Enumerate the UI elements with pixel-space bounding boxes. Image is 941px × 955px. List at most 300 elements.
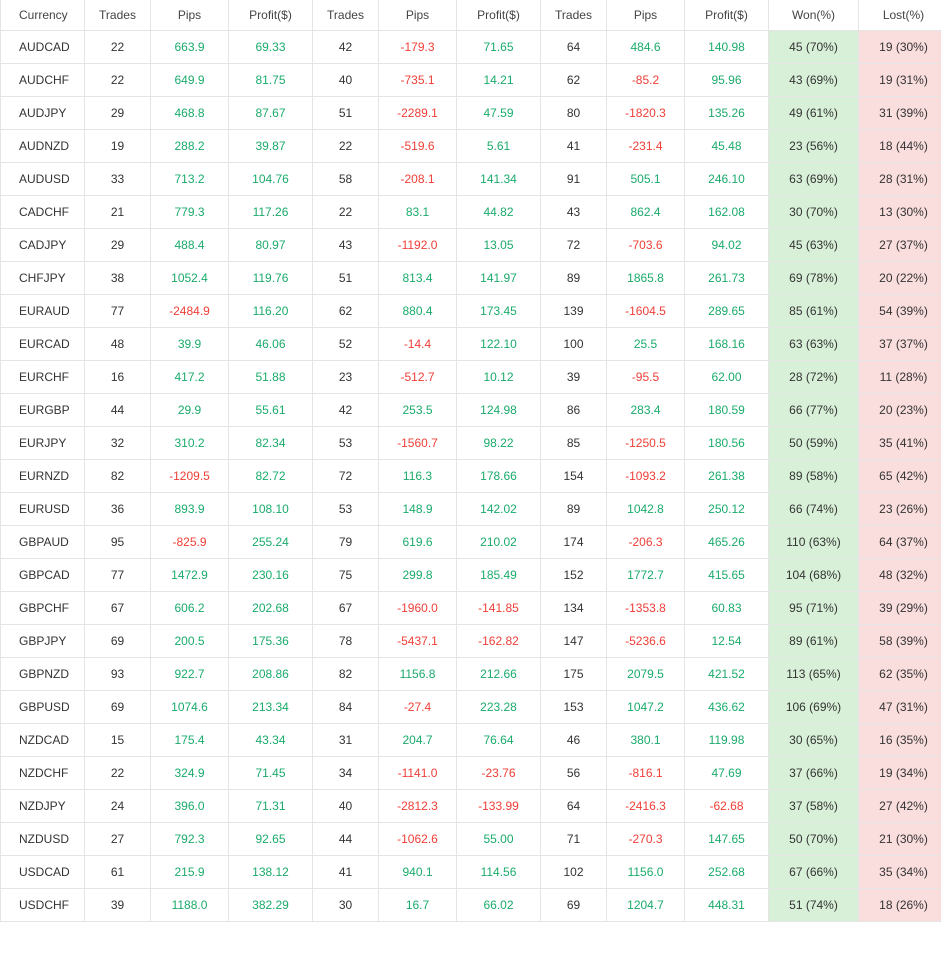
cell-currency: GBPUSD (1, 691, 85, 724)
cell-won: 95 (71%) (769, 592, 859, 625)
cell-pips-buy: 792.3 (151, 823, 229, 856)
table-row (1, 328, 941, 361)
cell-currency: CADCHF (1, 196, 85, 229)
cell-lost: 20 (23%) (859, 394, 941, 427)
cell-lost: 20 (22%) (859, 262, 941, 295)
cell-currency: GBPJPY (1, 625, 85, 658)
cell-lost: 23 (26%) (859, 493, 941, 526)
cell-profit-buy: 80.97 (229, 229, 313, 262)
cell-profit-sell: 173.45 (457, 295, 541, 328)
table-row (1, 163, 941, 196)
cell-profit-sell: 66.02 (457, 889, 541, 922)
cell-pips-total: -5236.6 (607, 625, 685, 658)
cell-trades-total: 41 (541, 130, 607, 163)
cell-pips-buy: 488.4 (151, 229, 229, 262)
cell-currency: USDCAD (1, 856, 85, 889)
cell-profit-total: 252.68 (685, 856, 769, 889)
table-row (1, 97, 941, 130)
cell-won: 69 (78%) (769, 262, 859, 295)
cell-currency: EURGBP (1, 394, 85, 427)
cell-trades-sell: 23 (313, 361, 379, 394)
cell-lost: 27 (42%) (859, 790, 941, 823)
cell-trades-total: 46 (541, 724, 607, 757)
cell-profit-total: 415.65 (685, 559, 769, 592)
cell-profit-total: 60.83 (685, 592, 769, 625)
table-row (1, 361, 941, 394)
cell-trades-total: 174 (541, 526, 607, 559)
cell-pips-buy: 288.2 (151, 130, 229, 163)
cell-profit-total: 140.98 (685, 31, 769, 64)
cell-pips-buy: 468.8 (151, 97, 229, 130)
cell-profit-total: 289.65 (685, 295, 769, 328)
cell-profit-buy: 43.34 (229, 724, 313, 757)
table-row (1, 229, 941, 262)
cell-trades-sell: 51 (313, 262, 379, 295)
column-header-currency[interactable]: Currency (1, 0, 85, 31)
cell-currency: EURCAD (1, 328, 85, 361)
cell-trades-total: 72 (541, 229, 607, 262)
cell-currency: EURNZD (1, 460, 85, 493)
cell-won: 49 (61%) (769, 97, 859, 130)
cell-profit-total: 147.65 (685, 823, 769, 856)
cell-trades-total: 69 (541, 889, 607, 922)
cell-trades-sell: 75 (313, 559, 379, 592)
cell-pips-buy: 324.9 (151, 757, 229, 790)
cell-profit-sell: 212.66 (457, 658, 541, 691)
cell-won: 106 (69%) (769, 691, 859, 724)
cell-profit-sell: 185.49 (457, 559, 541, 592)
cell-profit-buy: 119.76 (229, 262, 313, 295)
cell-won: 50 (70%) (769, 823, 859, 856)
cell-profit-sell: 142.02 (457, 493, 541, 526)
cell-won: 63 (63%) (769, 328, 859, 361)
cell-pips-buy: 893.9 (151, 493, 229, 526)
cell-lost: 64 (37%) (859, 526, 941, 559)
cell-currency: NZDUSD (1, 823, 85, 856)
cell-trades-total: 89 (541, 262, 607, 295)
cell-won: 113 (65%) (769, 658, 859, 691)
cell-currency: EURUSD (1, 493, 85, 526)
cell-lost: 62 (35%) (859, 658, 941, 691)
cell-profit-sell: 124.98 (457, 394, 541, 427)
cell-lost: 58 (39%) (859, 625, 941, 658)
cell-lost: 65 (42%) (859, 460, 941, 493)
cell-won: 23 (56%) (769, 130, 859, 163)
cell-pips-buy: 922.7 (151, 658, 229, 691)
table-row (1, 493, 941, 526)
cell-pips-sell: 619.6 (379, 526, 457, 559)
cell-pips-buy: 1472.9 (151, 559, 229, 592)
cell-trades-total: 85 (541, 427, 607, 460)
cell-trades-total: 64 (541, 31, 607, 64)
cell-currency: AUDUSD (1, 163, 85, 196)
cell-trades-sell: 42 (313, 31, 379, 64)
cell-pips-total: -231.4 (607, 130, 685, 163)
cell-profit-total: 135.26 (685, 97, 769, 130)
cell-pips-sell: 299.8 (379, 559, 457, 592)
cell-pips-total: 25.5 (607, 328, 685, 361)
cell-profit-buy: 82.72 (229, 460, 313, 493)
table-row (1, 658, 941, 691)
cell-pips-sell: -5437.1 (379, 625, 457, 658)
cell-profit-sell: 141.34 (457, 163, 541, 196)
cell-trades-buy: 82 (85, 460, 151, 493)
cell-won: 51 (74%) (769, 889, 859, 922)
cell-lost: 11 (28%) (859, 361, 941, 394)
cell-pips-buy: 396.0 (151, 790, 229, 823)
cell-trades-total: 56 (541, 757, 607, 790)
table-row (1, 856, 941, 889)
cell-lost: 28 (31%) (859, 163, 941, 196)
cell-trades-sell: 51 (313, 97, 379, 130)
cell-trades-sell: 52 (313, 328, 379, 361)
column-header-profit-total[interactable]: Profit($) (685, 0, 769, 31)
column-header-lost[interactable]: Lost(%) (859, 0, 941, 31)
cell-profit-sell: 76.64 (457, 724, 541, 757)
cell-pips-total: 2079.5 (607, 658, 685, 691)
cell-lost: 19 (30%) (859, 31, 941, 64)
cell-won: 37 (66%) (769, 757, 859, 790)
cell-profit-total: 180.56 (685, 427, 769, 460)
cell-trades-total: 175 (541, 658, 607, 691)
cell-pips-total: -85.2 (607, 64, 685, 97)
cell-pips-buy: 1052.4 (151, 262, 229, 295)
cell-pips-total: 1156.0 (607, 856, 685, 889)
cell-trades-total: 62 (541, 64, 607, 97)
cell-pips-total: -816.1 (607, 757, 685, 790)
cell-pips-buy: 713.2 (151, 163, 229, 196)
cell-pips-buy: 663.9 (151, 31, 229, 64)
cell-trades-buy: 16 (85, 361, 151, 394)
cell-profit-total: 162.08 (685, 196, 769, 229)
cell-trades-sell: 44 (313, 823, 379, 856)
cell-lost: 48 (32%) (859, 559, 941, 592)
cell-pips-buy: 39.9 (151, 328, 229, 361)
cell-pips-sell: -208.1 (379, 163, 457, 196)
column-header-trades-sell[interactable]: Trades (313, 0, 379, 31)
cell-trades-sell: 82 (313, 658, 379, 691)
cell-profit-buy: 51.88 (229, 361, 313, 394)
cell-lost: 47 (31%) (859, 691, 941, 724)
cell-currency: AUDNZD (1, 130, 85, 163)
table-row (1, 130, 941, 163)
cell-profit-buy: 175.36 (229, 625, 313, 658)
cell-trades-sell: 58 (313, 163, 379, 196)
cell-pips-sell: -519.6 (379, 130, 457, 163)
cell-profit-sell: 55.00 (457, 823, 541, 856)
cell-pips-total: 380.1 (607, 724, 685, 757)
cell-pips-total: 484.6 (607, 31, 685, 64)
cell-trades-total: 134 (541, 592, 607, 625)
cell-lost: 19 (34%) (859, 757, 941, 790)
cell-trades-sell: 22 (313, 130, 379, 163)
cell-profit-buy: 71.45 (229, 757, 313, 790)
cell-currency: USDCHF (1, 889, 85, 922)
cell-won: 45 (63%) (769, 229, 859, 262)
cell-currency: AUDCAD (1, 31, 85, 64)
cell-pips-buy: 1188.0 (151, 889, 229, 922)
cell-trades-total: 91 (541, 163, 607, 196)
cell-profit-buy: 55.61 (229, 394, 313, 427)
cell-won: 50 (59%) (769, 427, 859, 460)
cell-pips-total: 1047.2 (607, 691, 685, 724)
cell-pips-sell: -1141.0 (379, 757, 457, 790)
cell-trades-buy: 19 (85, 130, 151, 163)
cell-profit-sell: 210.02 (457, 526, 541, 559)
table-row (1, 889, 941, 922)
cell-pips-sell: -1960.0 (379, 592, 457, 625)
cell-pips-sell: -2289.1 (379, 97, 457, 130)
cell-lost: 18 (44%) (859, 130, 941, 163)
cell-pips-sell: -2812.3 (379, 790, 457, 823)
cell-won: 30 (65%) (769, 724, 859, 757)
cell-won: 89 (58%) (769, 460, 859, 493)
cell-trades-buy: 39 (85, 889, 151, 922)
cell-trades-total: 64 (541, 790, 607, 823)
cell-lost: 21 (30%) (859, 823, 941, 856)
cell-trades-total: 152 (541, 559, 607, 592)
cell-pips-total: -1604.5 (607, 295, 685, 328)
cell-profit-sell: 5.61 (457, 130, 541, 163)
column-header-profit-sell[interactable]: Profit($) (457, 0, 541, 31)
cell-profit-total: 45.48 (685, 130, 769, 163)
cell-profit-total: 465.26 (685, 526, 769, 559)
cell-profit-sell: -133.99 (457, 790, 541, 823)
column-header-trades-total[interactable]: Trades (541, 0, 607, 31)
cell-pips-sell: -512.7 (379, 361, 457, 394)
cell-won: 45 (70%) (769, 31, 859, 64)
cell-pips-buy: 1074.6 (151, 691, 229, 724)
cell-trades-total: 154 (541, 460, 607, 493)
cell-pips-total: -206.3 (607, 526, 685, 559)
cell-trades-buy: 93 (85, 658, 151, 691)
cell-pips-sell: -1192.0 (379, 229, 457, 262)
cell-trades-buy: 61 (85, 856, 151, 889)
cell-trades-sell: 22 (313, 196, 379, 229)
column-header-profit-buy[interactable]: Profit($) (229, 0, 313, 31)
table-row (1, 262, 941, 295)
cell-pips-sell: 1156.8 (379, 658, 457, 691)
cell-profit-sell: 71.65 (457, 31, 541, 64)
cell-trades-total: 39 (541, 361, 607, 394)
cell-pips-sell: 116.3 (379, 460, 457, 493)
cell-trades-buy: 69 (85, 691, 151, 724)
table-row (1, 790, 941, 823)
cell-won: 28 (72%) (769, 361, 859, 394)
cell-pips-buy: 649.9 (151, 64, 229, 97)
cell-profit-total: 47.69 (685, 757, 769, 790)
cell-trades-total: 89 (541, 493, 607, 526)
cell-trades-buy: 38 (85, 262, 151, 295)
cell-profit-sell: 44.82 (457, 196, 541, 229)
cell-trades-buy: 21 (85, 196, 151, 229)
cell-profit-total: 448.31 (685, 889, 769, 922)
cell-profit-buy: 87.67 (229, 97, 313, 130)
cell-lost: 18 (26%) (859, 889, 941, 922)
cell-profit-sell: 14.21 (457, 64, 541, 97)
cell-profit-total: 180.59 (685, 394, 769, 427)
cell-pips-buy: 29.9 (151, 394, 229, 427)
cell-pips-sell: 148.9 (379, 493, 457, 526)
cell-trades-buy: 77 (85, 295, 151, 328)
cell-pips-buy: -1209.5 (151, 460, 229, 493)
cell-profit-buy: 255.24 (229, 526, 313, 559)
cell-pips-total: 1204.7 (607, 889, 685, 922)
cell-trades-buy: 33 (85, 163, 151, 196)
cell-profit-sell: 98.22 (457, 427, 541, 460)
cell-profit-buy: 81.75 (229, 64, 313, 97)
cell-trades-buy: 95 (85, 526, 151, 559)
cell-pips-sell: 204.7 (379, 724, 457, 757)
cell-trades-sell: 78 (313, 625, 379, 658)
cell-profit-total: 436.62 (685, 691, 769, 724)
cell-pips-total: -703.6 (607, 229, 685, 262)
cell-profit-total: 62.00 (685, 361, 769, 394)
cell-pips-buy: -825.9 (151, 526, 229, 559)
cell-pips-buy: -2484.9 (151, 295, 229, 328)
cell-won: 104 (68%) (769, 559, 859, 592)
cell-trades-sell: 84 (313, 691, 379, 724)
cell-lost: 54 (39%) (859, 295, 941, 328)
cell-won: 110 (63%) (769, 526, 859, 559)
cell-pips-buy: 417.2 (151, 361, 229, 394)
cell-profit-sell: -23.76 (457, 757, 541, 790)
cell-trades-buy: 24 (85, 790, 151, 823)
cell-currency: NZDJPY (1, 790, 85, 823)
cell-pips-sell: -735.1 (379, 64, 457, 97)
cell-trades-total: 43 (541, 196, 607, 229)
cell-profit-total: 168.16 (685, 328, 769, 361)
cell-profit-sell: -141.85 (457, 592, 541, 625)
cell-currency: NZDCAD (1, 724, 85, 757)
table-row (1, 295, 941, 328)
column-header-trades-buy[interactable]: Trades (85, 0, 151, 31)
cell-trades-sell: 34 (313, 757, 379, 790)
cell-pips-total: 862.4 (607, 196, 685, 229)
column-header-pips-total[interactable]: Pips (607, 0, 685, 31)
cell-pips-total: 283.4 (607, 394, 685, 427)
cell-trades-total: 100 (541, 328, 607, 361)
cell-trades-total: 139 (541, 295, 607, 328)
cell-currency: AUDCHF (1, 64, 85, 97)
cell-profit-buy: 116.20 (229, 295, 313, 328)
cell-profit-total: 246.10 (685, 163, 769, 196)
cell-pips-total: -1250.5 (607, 427, 685, 460)
cell-trades-buy: 48 (85, 328, 151, 361)
cell-lost: 37 (37%) (859, 328, 941, 361)
cell-profit-buy: 202.68 (229, 592, 313, 625)
cell-trades-sell: 72 (313, 460, 379, 493)
cell-pips-sell: -1062.6 (379, 823, 457, 856)
cell-currency: EURAUD (1, 295, 85, 328)
cell-lost: 35 (41%) (859, 427, 941, 460)
cell-profit-buy: 46.06 (229, 328, 313, 361)
table-row (1, 559, 941, 592)
cell-trades-sell: 30 (313, 889, 379, 922)
cell-pips-sell: 813.4 (379, 262, 457, 295)
cell-trades-total: 71 (541, 823, 607, 856)
cell-profit-buy: 382.29 (229, 889, 313, 922)
cell-profit-buy: 104.76 (229, 163, 313, 196)
column-header-pips-sell[interactable]: Pips (379, 0, 457, 31)
cell-profit-sell: 178.66 (457, 460, 541, 493)
cell-profit-total: 12.54 (685, 625, 769, 658)
cell-won: 89 (61%) (769, 625, 859, 658)
column-header-pips-buy[interactable]: Pips (151, 0, 229, 31)
cell-pips-sell: 253.5 (379, 394, 457, 427)
cell-profit-sell: -162.82 (457, 625, 541, 658)
cell-currency: GBPNZD (1, 658, 85, 691)
cell-won: 66 (77%) (769, 394, 859, 427)
table-row (1, 592, 941, 625)
cell-currency: EURJPY (1, 427, 85, 460)
cell-profit-buy: 69.33 (229, 31, 313, 64)
cell-trades-buy: 77 (85, 559, 151, 592)
cell-trades-sell: 41 (313, 856, 379, 889)
cell-trades-total: 102 (541, 856, 607, 889)
cell-currency: AUDJPY (1, 97, 85, 130)
table-row (1, 427, 941, 460)
cell-profit-buy: 92.65 (229, 823, 313, 856)
table-row (1, 625, 941, 658)
cell-profit-sell: 13.05 (457, 229, 541, 262)
cell-pips-total: -2416.3 (607, 790, 685, 823)
cell-trades-buy: 27 (85, 823, 151, 856)
cell-profit-buy: 138.12 (229, 856, 313, 889)
cell-profit-total: 94.02 (685, 229, 769, 262)
cell-lost: 35 (34%) (859, 856, 941, 889)
cell-lost: 13 (30%) (859, 196, 941, 229)
table-header-row (1, 0, 941, 31)
cell-trades-sell: 40 (313, 64, 379, 97)
cell-profit-total: -62.68 (685, 790, 769, 823)
cell-profit-total: 95.96 (685, 64, 769, 97)
cell-pips-total: -270.3 (607, 823, 685, 856)
cell-pips-sell: 16.7 (379, 889, 457, 922)
cell-lost: 19 (31%) (859, 64, 941, 97)
cell-pips-total: -1093.2 (607, 460, 685, 493)
cell-profit-sell: 223.28 (457, 691, 541, 724)
table-row (1, 526, 941, 559)
cell-lost: 31 (39%) (859, 97, 941, 130)
cell-profit-buy: 230.16 (229, 559, 313, 592)
cell-trades-buy: 44 (85, 394, 151, 427)
column-header-won[interactable]: Won(%) (769, 0, 859, 31)
cell-trades-buy: 29 (85, 229, 151, 262)
cell-trades-sell: 62 (313, 295, 379, 328)
cell-lost: 16 (35%) (859, 724, 941, 757)
table-row (1, 394, 941, 427)
cell-profit-buy: 39.87 (229, 130, 313, 163)
cell-profit-total: 119.98 (685, 724, 769, 757)
cell-pips-sell: -27.4 (379, 691, 457, 724)
table-row (1, 196, 941, 229)
cell-profit-total: 261.73 (685, 262, 769, 295)
cell-profit-buy: 108.10 (229, 493, 313, 526)
cell-pips-sell: 880.4 (379, 295, 457, 328)
cell-trades-buy: 22 (85, 757, 151, 790)
cell-trades-sell: 53 (313, 493, 379, 526)
cell-pips-total: -1820.3 (607, 97, 685, 130)
cell-won: 30 (70%) (769, 196, 859, 229)
cell-pips-buy: 175.4 (151, 724, 229, 757)
cell-profit-total: 421.52 (685, 658, 769, 691)
cell-trades-buy: 67 (85, 592, 151, 625)
table-row (1, 823, 941, 856)
cell-trades-buy: 29 (85, 97, 151, 130)
cell-pips-buy: 200.5 (151, 625, 229, 658)
cell-profit-sell: 122.10 (457, 328, 541, 361)
